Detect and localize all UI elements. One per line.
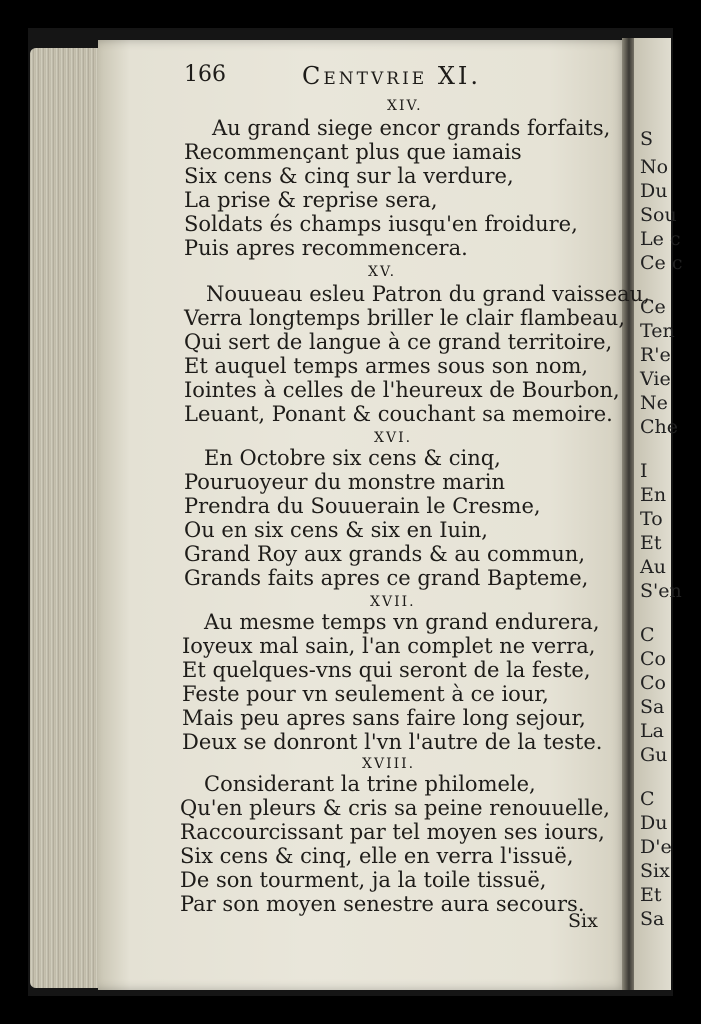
verse-line: Six cens & cinq sur la verdure, [184, 164, 514, 188]
verse-line: La prise & reprise sera, [184, 188, 438, 212]
quatrain-numeral: XVIII. [362, 756, 416, 772]
verse-line: Mais peu apres sans faire long sejour, [182, 706, 586, 730]
verse-line: Et auquel temps armes sous son nom, [184, 354, 589, 378]
verse-line: De son tourment, ja la toile tissuë, [180, 868, 547, 892]
facing-page-fragment: Ce [640, 296, 666, 318]
verse-line: Qu'en pleurs & cris sa peine renouuelle, [180, 796, 610, 820]
facing-page-fragment: Sou [640, 204, 677, 226]
verse-line: Qui sert de langue à ce grand territoire, [184, 330, 613, 354]
facing-page-fragment: To [640, 508, 663, 530]
quatrain-numeral: XVI. [374, 430, 413, 446]
verse-line: Par son moyen senestre aura secours. [180, 892, 585, 916]
facing-page-fragment: R'e [640, 344, 671, 366]
facing-page-fragment: Ten [640, 320, 675, 342]
facing-page-fragment: S'en [640, 580, 682, 602]
verse-line: Grand Roy aux grands & au commun, [184, 542, 585, 566]
facing-page-fragment: No [640, 156, 669, 178]
verse-line: Verra longtemps briller le clair flambeau, [184, 306, 625, 330]
page-header: Centvrie XI. [302, 62, 482, 90]
verse-line: Prendra du Souuerain le Cresme, [184, 494, 541, 518]
facing-page-fragment: Ce c [640, 252, 683, 274]
verse-line: Au mesme temps vn grand endurera, [204, 610, 600, 634]
facing-page-fragment: I [640, 460, 648, 482]
catchword: Six [568, 910, 598, 932]
verse-line: Deux se donront l'vn l'autre de la teste. [182, 730, 603, 754]
verse-line: Grands faits apres ce grand Bapteme, [184, 566, 589, 590]
facing-page-fragment: Du [640, 812, 668, 834]
facing-page-fragment: Che [640, 416, 679, 438]
facing-page-fragment: C [640, 788, 655, 810]
quatrain-numeral: XV. [368, 264, 397, 280]
facing-page-fragment: Au [640, 556, 666, 578]
verse-line: Ioyeux mal sain, l'an complet ne verra, [182, 634, 596, 658]
verse-line: Six cens & cinq, elle en verra l'issuë, [180, 844, 574, 868]
facing-page-fragment: Six [640, 860, 670, 882]
verse-line: Iointes à celles de l'heureux de Bourbon, [184, 378, 620, 402]
facing-page-fragment: Sa [640, 908, 665, 930]
verse-line: Au grand siege encor grands forfaits, [212, 116, 611, 140]
facing-page-fragment: Ne [640, 392, 668, 414]
facing-page-fragment: C [640, 624, 655, 646]
verse-line: Raccourcissant par tel moyen ses iours, [180, 820, 605, 844]
verse-line: Nouueau esleu Patron du grand vaisseau, [206, 282, 650, 306]
facing-page-fragment: D'e [640, 836, 672, 858]
verse-line: Soldats és champs iusqu'en froidure, [184, 212, 578, 236]
quatrain-numeral: XVII. [370, 594, 416, 610]
verse-line: Considerant la trine philomele, [204, 772, 536, 796]
verse-line: Pouruoyeur du monstre marin [184, 470, 505, 494]
facing-page-fragment: Co [640, 648, 666, 670]
verse-line: Ou en six cens & six en Iuin, [184, 518, 488, 542]
verse-line: En Octobre six cens & cinq, [204, 446, 501, 470]
page-number: 166 [184, 62, 226, 87]
facing-page-fragment: En [640, 484, 667, 506]
verse-line: Recommençant plus que iamais [184, 140, 522, 164]
verse-line: Et quelques-vns qui seront de la feste, [182, 658, 591, 682]
facing-page-fragment: La [640, 720, 664, 742]
verse-line: Puis apres recommencera. [184, 236, 468, 260]
quatrain-numeral: XIV. [387, 98, 423, 114]
facing-page-fragment: Et [640, 884, 662, 906]
facing-page-fragment: Sa [640, 696, 665, 718]
facing-page-fragment: Co [640, 672, 666, 694]
facing-page-fragment: Du [640, 180, 668, 202]
verse-line: Feste pour vn seulement à ce iour, [182, 682, 549, 706]
facing-page-fragment: S [640, 128, 654, 150]
facing-page-fragment: Et [640, 532, 662, 554]
facing-page-fragment: Gu [640, 744, 668, 766]
facing-page-fragment: Le c [640, 228, 681, 250]
verse-line: Leuant, Ponant & couchant sa memoire. [184, 402, 613, 426]
facing-page-fragment: Vie [640, 368, 671, 390]
